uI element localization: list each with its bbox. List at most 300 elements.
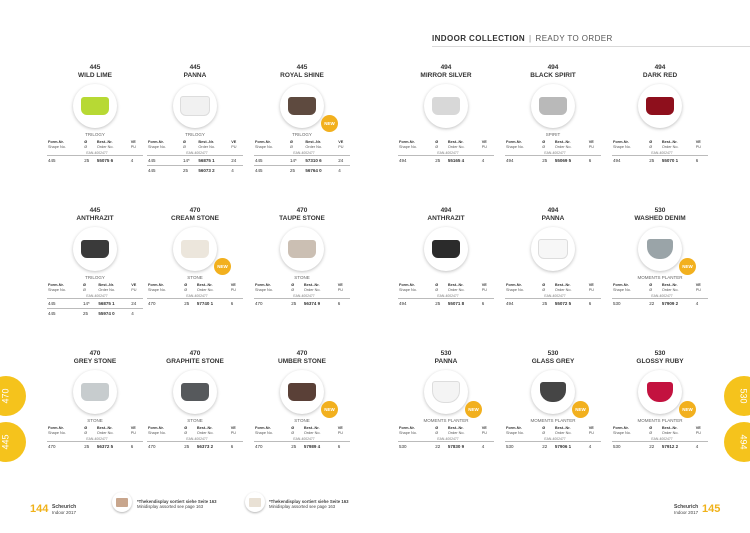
col-dia-sub: Ø	[435, 145, 439, 149]
new-badge: NEW	[321, 115, 338, 132]
product-card	[612, 64, 708, 165]
col-form-sub: Shape No.	[255, 288, 273, 292]
col-dia-sub: Ø	[84, 145, 88, 149]
order-row	[147, 156, 243, 166]
col-dia-sub: Ø	[84, 431, 88, 435]
col-dia-label: Ø	[435, 140, 439, 144]
col-pu-label: VE	[131, 283, 137, 287]
col-order-sub: Order No.	[661, 288, 679, 292]
col-dia	[83, 140, 96, 150]
order-number: 56875 1	[197, 156, 230, 166]
series-name: STONE	[187, 418, 203, 423]
packing-unit: 4	[695, 442, 708, 452]
col-pu-label: VE	[337, 426, 343, 430]
order-table-header	[398, 140, 494, 150]
col-order	[554, 426, 588, 436]
col-order-label: Best.-Nr.	[96, 140, 113, 144]
col-dia-sub: Ø	[542, 288, 546, 292]
col-form	[254, 140, 289, 150]
order-row	[47, 156, 143, 166]
col-dia	[648, 140, 661, 150]
col-form-sub: Shape No.	[506, 145, 524, 149]
col-form	[47, 426, 83, 436]
product-card	[254, 64, 350, 175]
shape-number: 494	[612, 156, 648, 166]
col-order-label: Best.-Nr.	[554, 283, 571, 287]
col-form	[612, 283, 648, 293]
shape-number: 445	[147, 156, 182, 166]
col-form-sub: Shape No.	[506, 288, 524, 292]
product-image	[424, 84, 468, 128]
diameter: 25	[182, 166, 197, 176]
new-badge: NEW	[214, 258, 231, 275]
col-dia	[83, 426, 96, 436]
product-name: WILD LIME	[78, 72, 112, 79]
col-form-label: Form-Nr.	[148, 426, 164, 430]
col-dia-sub: Ø	[542, 431, 546, 435]
series-name	[398, 275, 494, 281]
col-pu-label: VE	[230, 283, 236, 287]
col-pu	[230, 283, 243, 293]
product-shape-number: 445	[189, 64, 201, 71]
order-row	[47, 299, 143, 309]
order-table-header	[254, 140, 350, 150]
col-order-label: Best.-Nr.	[554, 426, 571, 430]
col-dia-label: Ø	[542, 426, 546, 430]
col-pu-label: VE	[481, 426, 487, 430]
col-dia	[541, 140, 554, 150]
col-form	[398, 283, 434, 293]
col-form-label: Form-Nr.	[48, 140, 64, 144]
col-pu-label: VE	[338, 140, 344, 144]
product-shape-number: 494	[440, 207, 452, 214]
order-table	[147, 140, 243, 175]
diameter: 22	[541, 442, 554, 452]
col-order-sub: Order No.	[554, 145, 572, 149]
order-table	[612, 140, 708, 165]
col-form-label: Form-Nr.	[399, 283, 415, 287]
col-form-sub: Shape No.	[399, 145, 417, 149]
col-order-sub: Order No.	[96, 145, 114, 149]
series-name: TRILOGY	[185, 132, 205, 137]
shape-number: 494	[505, 156, 541, 166]
shape-number: 445	[254, 156, 289, 166]
order-row	[505, 442, 601, 452]
product-image	[531, 227, 575, 271]
side-tab-label: 470	[1, 388, 11, 404]
col-dia-label: Ø	[290, 140, 293, 144]
ean-label: EAN-4002477	[437, 437, 459, 441]
product-card	[505, 207, 601, 308]
product-name: GLASS GREY	[531, 358, 575, 365]
diameter: 25	[541, 156, 554, 166]
order-row	[505, 156, 601, 166]
shape-number: 445	[254, 166, 289, 176]
product-shape-number: 494	[654, 64, 666, 71]
col-form-sub: Shape No.	[148, 288, 166, 292]
col-form	[254, 283, 290, 293]
product-shape-number: 530	[654, 207, 666, 214]
packing-unit: 4	[130, 156, 143, 166]
pot-shape	[647, 239, 673, 259]
packing-unit: 24	[130, 299, 143, 309]
product-card	[254, 207, 350, 308]
product-shape-number: 445	[89, 207, 101, 214]
col-pu	[130, 426, 143, 436]
col-form-label: Form-Nr.	[148, 140, 164, 144]
col-dia	[182, 140, 197, 150]
col-order-label: Best.-Nr.	[303, 283, 320, 287]
product-image	[173, 227, 228, 271]
product-card	[254, 350, 350, 451]
col-dia-sub: Ø	[542, 145, 546, 149]
col-order-label: Best.-Nr.	[554, 140, 571, 144]
series-name: STONE	[294, 275, 310, 280]
col-order-label: Best.-Nr.	[661, 140, 678, 144]
col-dia	[183, 283, 196, 293]
packing-unit: 6	[337, 299, 350, 309]
order-table-header	[254, 283, 350, 293]
col-form	[47, 283, 82, 293]
order-table-header	[505, 140, 601, 150]
col-pu	[695, 426, 708, 436]
shape-number: 445	[47, 299, 82, 309]
col-order	[447, 426, 481, 436]
col-form-sub: Shape No.	[148, 145, 166, 149]
col-pu-sub: PU	[230, 288, 237, 292]
collection-subtitle: READY TO ORDER	[535, 34, 613, 43]
product-name: GRAPHITE STONE	[166, 358, 224, 365]
col-order	[304, 140, 337, 150]
product-name: GREY STONE	[73, 358, 117, 365]
col-form	[505, 426, 541, 436]
order-number: 57989 4	[303, 442, 337, 452]
pot-shape	[288, 97, 316, 115]
shape-number: 470	[254, 442, 290, 452]
col-pu	[588, 140, 601, 150]
display-note-title: *Thekendisplay sortiert siehe Seite 163	[137, 499, 217, 504]
col-dia-label: Ø	[291, 426, 295, 430]
col-dia	[434, 283, 447, 293]
product-name: DARK RED	[642, 72, 678, 79]
series-name: MOMENTS PLANTER	[637, 418, 683, 423]
pot-shape	[432, 381, 460, 403]
order-table	[505, 140, 601, 165]
diameter: 25	[183, 299, 196, 309]
col-order-sub: Order No.	[196, 431, 214, 435]
shape-number: 470	[147, 299, 183, 309]
col-form-sub: Shape No.	[399, 431, 417, 435]
series-name: TRILOGY	[85, 275, 105, 280]
col-order-label: Best.-Nr.	[198, 140, 215, 144]
order-table-header	[47, 283, 143, 293]
col-pu-label: VE	[695, 426, 701, 430]
col-order-sub: Order No.	[554, 431, 572, 435]
col-pu-sub: PU	[130, 431, 137, 435]
series-name: MOMENTS PLANTER	[637, 275, 683, 280]
col-pu-sub: PU	[337, 431, 344, 435]
order-row	[612, 156, 708, 166]
ean-label: EAN-4002477	[293, 151, 315, 155]
brand-sub: Indoor 2017	[674, 510, 699, 515]
shape-number: 494	[398, 299, 434, 309]
order-table-header	[147, 140, 243, 150]
order-number: 56875 1	[97, 299, 130, 309]
col-dia-label: Ø	[83, 283, 86, 287]
col-dia	[289, 140, 304, 150]
col-pu	[481, 140, 494, 150]
col-form-sub: Shape No.	[255, 145, 273, 149]
diameter: 25	[648, 156, 661, 166]
col-form-label: Form-Nr.	[48, 426, 64, 430]
order-number: 55974 0	[97, 309, 130, 319]
col-order	[661, 140, 695, 150]
order-row	[398, 299, 494, 309]
product-card	[505, 350, 601, 451]
brand-sub: Indoor 2017	[52, 510, 77, 515]
col-order	[554, 140, 588, 150]
packing-unit: 4	[481, 442, 494, 452]
diameter: 25	[83, 442, 96, 452]
col-dia-label: Ø	[183, 140, 186, 144]
col-order-label: Best.-Nr.	[303, 426, 320, 430]
col-pu	[230, 140, 243, 150]
order-table	[47, 283, 143, 318]
product-image	[73, 370, 117, 414]
product-shape-number: 470	[296, 350, 308, 357]
order-table	[612, 426, 708, 451]
col-order-sub: Order No.	[447, 145, 465, 149]
packing-unit: 4	[130, 309, 143, 319]
col-dia-sub: Ø	[649, 145, 653, 149]
col-pu-label: VE	[130, 140, 136, 144]
order-row	[47, 442, 143, 452]
product-image	[280, 84, 335, 128]
col-pu	[481, 283, 494, 293]
product-shape-number: 470	[189, 350, 201, 357]
product-name: CREAM STONE	[171, 215, 219, 222]
col-form-sub: Shape No.	[613, 431, 631, 435]
col-dia-label: Ø	[542, 140, 546, 144]
ean-label: EAN-4002477	[544, 294, 566, 298]
col-dia-sub: Ø	[291, 431, 295, 435]
order-row	[147, 166, 243, 176]
col-order	[96, 140, 130, 150]
series-name: STONE	[187, 275, 203, 280]
diameter: 22	[648, 442, 661, 452]
col-pu-sub: PU	[338, 145, 344, 149]
product-card	[47, 350, 143, 451]
order-number: 56764 0	[304, 166, 337, 176]
col-order	[196, 426, 230, 436]
series-name: STONE	[87, 418, 103, 423]
product-shape-number: 470	[89, 350, 101, 357]
col-dia	[541, 426, 554, 436]
col-form	[147, 426, 183, 436]
product-shape-number: 530	[654, 350, 666, 357]
packing-unit: 4	[588, 442, 601, 452]
display-note-sub: Minidisplay assorted see page 163	[269, 504, 336, 509]
shape-number: 470	[147, 442, 183, 452]
order-table	[147, 426, 243, 451]
product-shape-number: 530	[440, 350, 452, 357]
col-order-label: Best.-Nr.	[661, 426, 678, 430]
col-pu	[337, 283, 350, 293]
col-order	[447, 283, 481, 293]
col-dia	[82, 283, 97, 293]
col-form-label: Form-Nr.	[255, 140, 271, 144]
col-form	[505, 140, 541, 150]
col-order-label: Best.-Nr.	[661, 283, 678, 287]
order-table	[398, 283, 494, 308]
col-form-sub: Shape No.	[399, 288, 417, 292]
col-pu-sub: PU	[230, 431, 237, 435]
order-row	[398, 156, 494, 166]
col-dia	[648, 283, 661, 293]
packing-unit: 4	[337, 166, 350, 176]
ean-label: EAN-4002477	[186, 294, 208, 298]
col-dia-sub: Ø	[435, 431, 439, 435]
ean-label: EAN-4002477	[186, 151, 208, 155]
col-pu	[337, 426, 350, 436]
col-form-label: Form-Nr.	[613, 426, 629, 430]
order-row	[505, 299, 601, 309]
side-tab-label: 494	[739, 434, 749, 450]
col-dia	[434, 140, 447, 150]
order-row	[254, 299, 350, 309]
product-name: ANTHRAZIT	[427, 215, 465, 222]
product-name: BLACK SPIRIT	[530, 72, 576, 79]
col-form-label: Form-Nr.	[48, 283, 64, 287]
order-row	[47, 309, 143, 319]
diameter: 22	[434, 442, 447, 452]
new-badge: NEW	[572, 401, 589, 418]
col-order-label: Best.-Nr.	[196, 426, 213, 430]
col-pu-sub: PU	[588, 145, 595, 149]
product-image	[638, 84, 682, 128]
diameter: 25	[183, 442, 196, 452]
order-row	[612, 299, 708, 309]
col-form-label: Form-Nr.	[613, 140, 629, 144]
packing-unit: 6	[695, 156, 708, 166]
col-order-sub: Order No.	[303, 431, 321, 435]
product-name: WASHED DENIM	[634, 215, 686, 222]
order-number: 55075 6	[96, 156, 130, 166]
col-order-sub: Order No.	[198, 145, 216, 149]
col-dia-sub: Ø	[83, 288, 86, 292]
order-table	[398, 426, 494, 451]
ean-label: EAN-4002477	[86, 294, 108, 298]
col-dia-sub: Ø	[184, 288, 188, 292]
col-pu-sub: PU	[481, 145, 488, 149]
product-card	[398, 350, 494, 451]
col-order-label: Best.-Nr.	[447, 426, 464, 430]
col-pu-label: VE	[337, 283, 343, 287]
series-name	[505, 275, 601, 281]
packing-unit: 24	[337, 156, 350, 166]
product-card	[505, 64, 601, 165]
display-note-sub: Minidisplay assorted see page 163	[137, 504, 204, 509]
order-table	[254, 283, 350, 308]
col-dia-sub: Ø	[435, 288, 439, 292]
shape-number: 445	[47, 309, 82, 319]
product-image	[531, 370, 586, 414]
col-pu	[695, 283, 708, 293]
col-dia-sub: Ø	[183, 145, 186, 149]
order-table	[505, 426, 601, 451]
col-order-sub: Order No.	[447, 288, 465, 292]
col-dia-label: Ø	[184, 426, 188, 430]
col-form-label: Form-Nr.	[255, 426, 271, 430]
order-table-header	[47, 426, 143, 436]
product-name: TAUPE STONE	[279, 215, 325, 222]
display-note-title: *Thekendisplay sortiert siehe Seite 163	[269, 499, 349, 504]
shape-number: 530	[398, 442, 434, 452]
display-note-2	[269, 499, 349, 509]
col-form-label: Form-Nr.	[506, 426, 522, 430]
shape-number: 470	[47, 442, 83, 452]
col-pu	[230, 426, 243, 436]
col-order-sub: Order No.	[305, 145, 323, 149]
col-pu-label: VE	[130, 426, 136, 430]
col-form	[612, 426, 648, 436]
product-card	[612, 207, 708, 308]
pot-shape	[540, 382, 566, 402]
series-name: TRILOGY	[292, 132, 312, 137]
col-form	[612, 140, 648, 150]
col-pu	[481, 426, 494, 436]
col-dia-label: Ø	[84, 140, 88, 144]
pot-shape	[81, 240, 109, 258]
col-pu	[130, 140, 143, 150]
col-form-sub: Shape No.	[613, 288, 631, 292]
order-row	[147, 299, 243, 309]
order-row	[147, 442, 243, 452]
col-form	[398, 140, 434, 150]
col-form	[47, 140, 83, 150]
col-dia-sub: Ø	[184, 431, 188, 435]
ean-label: EAN-4002477	[544, 437, 566, 441]
order-row	[612, 442, 708, 452]
ean-label: EAN-4002477	[651, 437, 673, 441]
order-number: 55069 5	[554, 156, 588, 166]
packing-unit: 4	[230, 166, 243, 176]
col-dia-sub: Ø	[649, 431, 653, 435]
order-number: 57740 1	[196, 299, 230, 309]
product-card	[47, 64, 143, 165]
col-dia-sub: Ø	[649, 288, 653, 292]
product-shape-number: 494	[547, 64, 559, 71]
shape-number: 470	[254, 299, 290, 309]
order-table	[254, 426, 350, 451]
ean-label: EAN-4002477	[86, 151, 108, 155]
product-image	[531, 84, 575, 128]
col-order-label: Best.-Nr.	[447, 283, 464, 287]
order-row	[254, 156, 350, 166]
series-name	[612, 132, 708, 138]
order-number: 57909 2	[661, 299, 695, 309]
col-pu	[695, 140, 708, 150]
order-table	[398, 140, 494, 165]
col-order	[661, 426, 695, 436]
col-pu-label: VE	[588, 140, 594, 144]
col-form-label: Form-Nr.	[399, 426, 415, 430]
order-table-header	[47, 140, 143, 150]
col-dia	[290, 426, 303, 436]
col-dia-sub: Ø	[291, 288, 295, 292]
series-name: MOMENTS PLANTER	[530, 418, 576, 423]
shape-number: 445	[147, 166, 182, 176]
